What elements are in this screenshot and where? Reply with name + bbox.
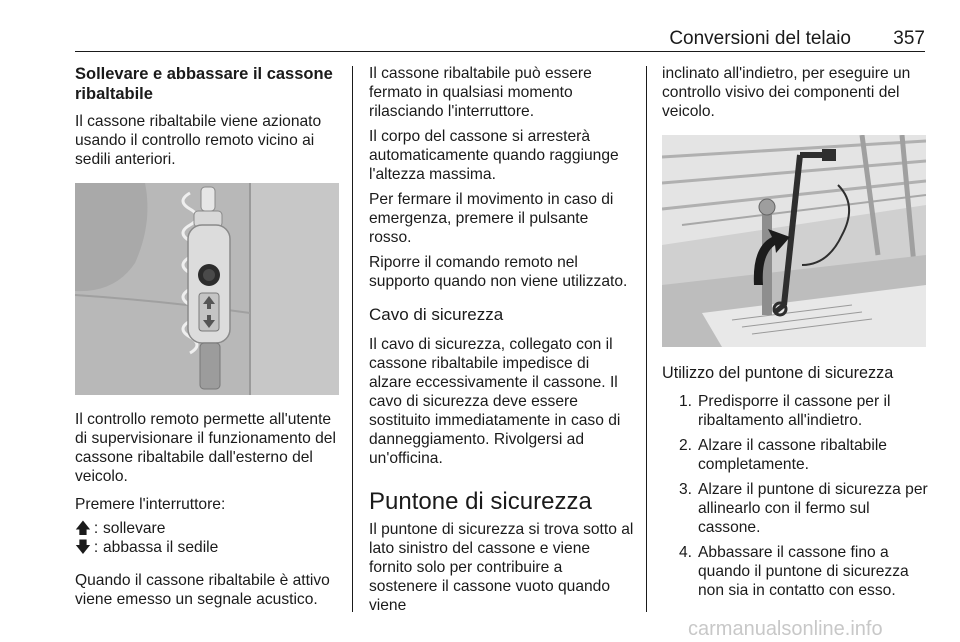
control-row-raise: 🡅 : sollevare	[75, 520, 166, 537]
page-header	[75, 0, 925, 52]
paragraph: Il puntone di sicurezza si trova sotto al lato sinistro del cassone e viene fornito solo per contribuire a sostenere il cassone vuoto quando viene	[369, 521, 634, 614]
paragraph: Per fermare il movimento in caso di emergenza, premere il pulsante rosso.	[369, 191, 614, 246]
arrow-up-icon: 🡅	[75, 520, 92, 537]
paragraph: Riporre il comando remoto nel supporto quando non viene utilizzato.	[369, 254, 628, 290]
control-row-lower: 🡇 : abbassa il sedile	[75, 539, 219, 556]
remote-control-illustration	[75, 183, 339, 395]
section-heading-safety-prop: Puntone di sicurezza	[369, 488, 592, 515]
column-divider-1	[352, 66, 353, 612]
page-title: Conversioni del telaio	[669, 28, 851, 49]
column-1	[75, 64, 341, 615]
safety-prop-image	[662, 135, 926, 347]
control-label: sollevare	[103, 520, 166, 537]
safety-prop-illustration	[662, 135, 926, 347]
list-item: 3. Alzare il puntone di sicurezza per allinearlo con il fermo sul cassone.	[678, 481, 928, 536]
paragraph: Il cassone ribaltabile viene azionato usando il controllo remoto vicino ai sedili anteriori.	[75, 113, 322, 168]
subheading-prop-usage: Utilizzo del puntone di sicurezza	[662, 364, 894, 382]
watermark: carmanualsonline.info	[688, 618, 883, 640]
header-rule	[75, 51, 925, 52]
column-divider-2	[646, 66, 647, 612]
paragraph: Il controllo remoto permette all'utente di supervisionare il funzionamento del cassone ribaltabile dall'esterno del veicolo.	[75, 411, 336, 485]
arrow-down-icon: 🡇	[75, 539, 92, 556]
paragraph: Il corpo del cassone si arresterà automaticamente quando raggiunge l'altezza massima.	[369, 128, 619, 183]
column-2	[369, 64, 635, 621]
subheading-safety-cable: Cavo di sicurezza	[369, 305, 504, 324]
list-item: 4. Abbassare il cassone fino a quando il puntone di sicurezza non sia in contatto con esso.	[678, 544, 909, 599]
section-heading-lift: Sollevare e abbassare il cassone ribaltabile	[75, 65, 333, 103]
paragraph: Il cassone ribaltabile può essere fermato in qualsiasi momento rilasciando l'interruttore.	[369, 65, 592, 120]
column-3	[662, 64, 928, 606]
page-number: 357	[893, 28, 925, 49]
list-item: 1. Predisporre il cassone per il ribaltamento all'indietro.	[678, 393, 891, 429]
paragraph: Il cavo di sicurezza, collegato con il cassone ribaltabile impedisce di alzare eccessivamente il cassone. Il cavo di sicurezza deve essere sostituito immediatamente in caso di danneggiamento. Rivolgersi ad un'officina.	[369, 336, 621, 467]
control-label: abbassa il sedile	[103, 539, 219, 556]
remote-control-image	[75, 183, 339, 395]
paragraph: Premere l'interruttore:	[75, 496, 226, 513]
steps-list	[662, 392, 928, 600]
paragraph: inclinato all'indietro, per eseguire un controllo visivo dei componenti del veicolo.	[662, 65, 911, 120]
list-item: 2. Alzare il cassone ribaltabile completamente.	[678, 437, 887, 473]
paragraph: Quando il cassone ribaltabile è attivo viene emesso un segnale acustico.	[75, 572, 330, 608]
